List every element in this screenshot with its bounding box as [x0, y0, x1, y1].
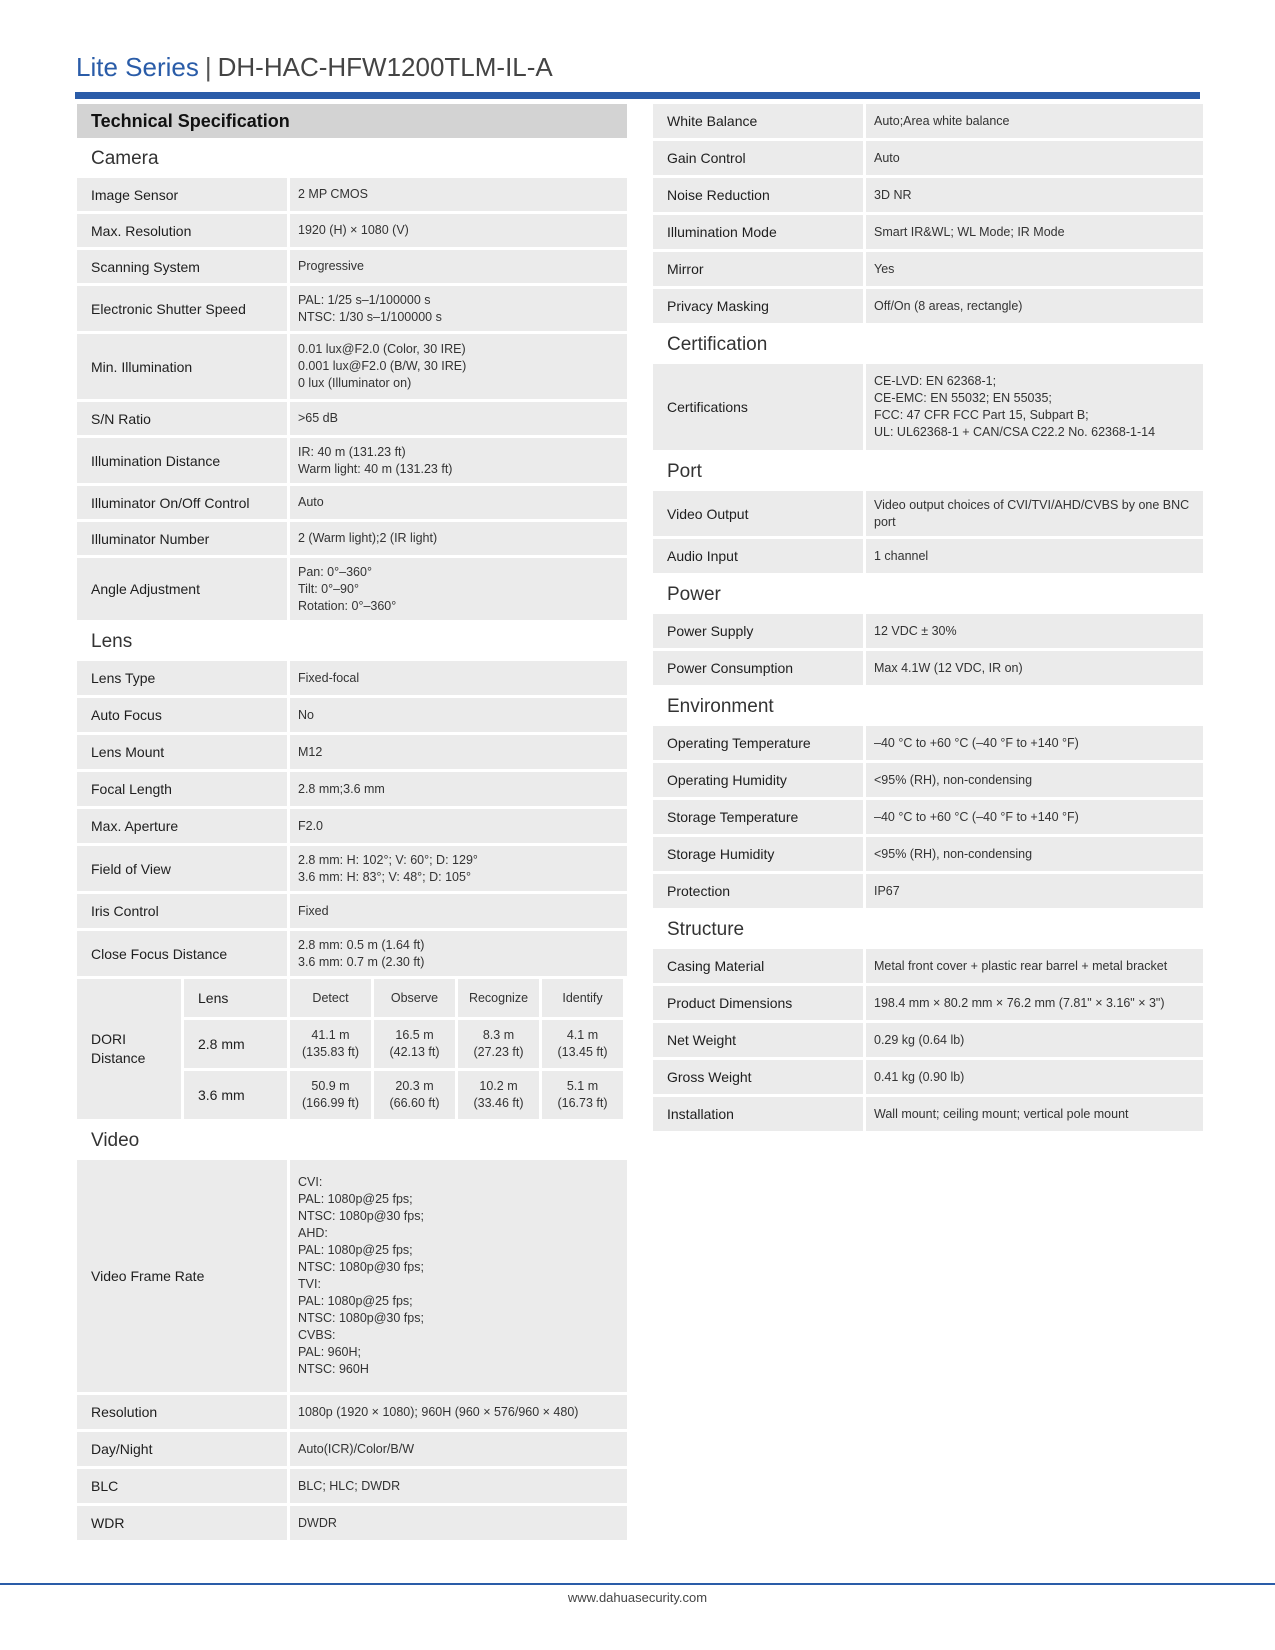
spec-row: [653, 726, 1203, 760]
spec-key: Field of View: [77, 846, 287, 891]
spec-row: [653, 800, 1203, 834]
spec-row: [653, 104, 1203, 138]
spec-key: Lens Mount: [77, 735, 287, 769]
spec-key: Illuminator Number: [77, 522, 287, 555]
spec-key: White Balance: [653, 104, 863, 138]
section-camera: Camera: [91, 148, 159, 169]
spec-value: DWDR: [290, 1506, 627, 1540]
spec-value: –40 °C to +60 °C (–40 °F to +140 °F): [866, 800, 1203, 834]
camera-table: [77, 178, 627, 620]
dori-label: DORI Distance: [77, 979, 181, 1119]
section-certification: Certification: [667, 334, 768, 355]
spec-key: Storage Humidity: [653, 837, 863, 871]
video-table: [77, 1160, 627, 1540]
spec-row: [77, 522, 627, 555]
spec-value: Metal front cover + plastic rear barrel + metal bracket: [866, 949, 1203, 983]
spec-row: [653, 763, 1203, 797]
spec-value: Max 4.1W (12 VDC, IR on): [866, 651, 1203, 685]
spec-row: [653, 614, 1203, 648]
left-column: [77, 104, 627, 1543]
dori-cell: 4.1 m (13.45 ft): [542, 1020, 623, 1068]
spec-value: >65 dB: [290, 402, 627, 435]
spec-key: Auto Focus: [77, 698, 287, 732]
spec-value: Smart IR&WL; WL Mode; IR Mode: [866, 215, 1203, 249]
spec-value: 1920 (H) × 1080 (V): [290, 214, 627, 247]
dori-distance-table: [77, 979, 627, 1119]
spec-key: Gain Control: [653, 141, 863, 175]
dori-header-observe: Observe: [374, 979, 455, 1017]
spec-key: Illumination Mode: [653, 215, 863, 249]
spec-value: 2.8 mm: H: 102°; V: 60°; D: 129° 3.6 mm: H: 83°; V: 48°; D: 105°: [290, 846, 627, 891]
spec-value: M12: [290, 735, 627, 769]
spec-row: [77, 698, 627, 732]
spec-row: [77, 486, 627, 519]
spec-value: –40 °C to +60 °C (–40 °F to +140 °F): [866, 726, 1203, 760]
spec-row: [653, 141, 1203, 175]
spec-row: [77, 1469, 627, 1503]
spec-row: [77, 214, 627, 247]
spec-value: 0.29 kg (0.64 lb): [866, 1023, 1203, 1057]
section-lens: Lens: [91, 631, 133, 652]
spec-row: [653, 215, 1203, 249]
spec-row: [653, 364, 1203, 450]
dori-lens-cell: 3.6 mm: [184, 1071, 287, 1119]
power-table: [653, 614, 1203, 685]
spec-key: Mirror: [653, 252, 863, 286]
spec-key: Operating Temperature: [653, 726, 863, 760]
spec-key: Net Weight: [653, 1023, 863, 1057]
spec-value: Off/On (8 areas, rectangle): [866, 289, 1203, 323]
spec-value: 2 (Warm light);2 (IR light): [290, 522, 627, 555]
spec-key: Power Consumption: [653, 651, 863, 685]
spec-value: Auto(ICR)/Color/B/W: [290, 1432, 627, 1466]
dori-cell: 50.9 m (166.99 ft): [290, 1071, 371, 1119]
spec-value: 198.4 mm × 80.2 mm × 76.2 mm (7.81" × 3.16" × 3"): [866, 986, 1203, 1020]
spec-row: [653, 986, 1203, 1020]
right-column: [653, 104, 1203, 1134]
spec-row: [77, 178, 627, 211]
spec-key: Angle Adjustment: [77, 558, 287, 620]
spec-key: WDR: [77, 1506, 287, 1540]
spec-value: Pan: 0°–360° Tilt: 0°–90° Rotation: 0°–360°: [290, 558, 627, 620]
spec-value: Fixed-focal: [290, 661, 627, 695]
footer-website[interactable]: www.dahuasecurity.com: [567, 1590, 708, 1605]
spec-row: [77, 558, 627, 620]
footer-rule: [0, 1583, 1275, 1585]
spec-value: Progressive: [290, 250, 627, 283]
spec-row: [77, 931, 627, 976]
spec-key: Power Supply: [653, 614, 863, 648]
spec-row: [653, 289, 1203, 323]
spec-row: [77, 1160, 627, 1392]
spec-value: 0.01 lux@F2.0 (Color, 30 IRE) 0.001 lux@F2.0 (B/W, 30 IRE) 0 lux (Illuminator on): [290, 334, 627, 399]
lens-table: [77, 661, 627, 976]
spec-row: [77, 1432, 627, 1466]
spec-row: [77, 894, 627, 928]
section-structure: Structure: [667, 919, 745, 940]
spec-row: [77, 334, 627, 399]
dori-grid: [184, 979, 627, 1119]
dori-header-lens: Lens: [184, 979, 287, 1017]
spec-value: BLC; HLC; DWDR: [290, 1469, 627, 1503]
spec-key: Iris Control: [77, 894, 287, 928]
spec-key: Max. Resolution: [77, 214, 287, 247]
spec-value: 1080p (1920 × 1080); 960H (960 × 576/960 × 480): [290, 1395, 627, 1429]
structure-table: [653, 949, 1203, 1131]
spec-row: [77, 438, 627, 483]
spec-value: Auto;Area white balance: [866, 104, 1203, 138]
spec-key: Operating Humidity: [653, 763, 863, 797]
spec-row: [77, 809, 627, 843]
spec-row: [77, 661, 627, 695]
dori-header-identify: Identify: [542, 979, 623, 1017]
spec-row: [653, 252, 1203, 286]
spec-value: IR: 40 m (131.23 ft) Warm light: 40 m (131.23 ft): [290, 438, 627, 483]
spec-key: Video Output: [653, 491, 863, 536]
spec-key: Focal Length: [77, 772, 287, 806]
spec-key: Storage Temperature: [653, 800, 863, 834]
dori-header-recognize: Recognize: [458, 979, 539, 1017]
spec-key: Installation: [653, 1097, 863, 1131]
spec-value: Video output choices of CVI/TVI/AHD/CVBS by one BNC port: [866, 491, 1203, 536]
spec-key: Scanning System: [77, 250, 287, 283]
technical-specification-title: Technical Specification: [77, 104, 627, 138]
spec-value: 1 channel: [866, 539, 1203, 573]
environment-table: [653, 726, 1203, 908]
spec-key: Resolution: [77, 1395, 287, 1429]
spec-value: Wall mount; ceiling mount; vertical pole mount: [866, 1097, 1203, 1131]
model-name: DH-HAC-HFW1200TLM-IL-A: [217, 52, 553, 82]
section-video: Video: [91, 1130, 140, 1151]
spec-key: Lens Type: [77, 661, 287, 695]
spec-value: PAL: 1/25 s–1/100000 s NTSC: 1/30 s–1/100000 s: [290, 286, 627, 331]
spec-row: [653, 1023, 1203, 1057]
spec-key: Certifications: [653, 364, 863, 450]
spec-value: 12 VDC ± 30%: [866, 614, 1203, 648]
spec-key: Illumination Distance: [77, 438, 287, 483]
spec-row: [77, 735, 627, 769]
spec-value: 3D NR: [866, 178, 1203, 212]
header-separator: |: [204, 52, 212, 82]
spec-value: 2 MP CMOS: [290, 178, 627, 211]
spec-key: Illuminator On/Off Control: [77, 486, 287, 519]
spec-row: [77, 286, 627, 331]
spec-row: [77, 846, 627, 891]
page-header: [76, 50, 553, 84]
spec-row: [77, 1506, 627, 1540]
spec-value: 2.8 mm;3.6 mm: [290, 772, 627, 806]
dori-lens-cell: 2.8 mm: [184, 1020, 287, 1068]
camera-continued-table: [653, 104, 1203, 323]
spec-row: [653, 837, 1203, 871]
spec-key: Electronic Shutter Speed: [77, 286, 287, 331]
spec-row: [653, 178, 1203, 212]
spec-value: Auto: [290, 486, 627, 519]
spec-key: Casing Material: [653, 949, 863, 983]
spec-value: CVI: PAL: 1080p@25 fps; NTSC: 1080p@30 fps; AHD: PAL: 1080p@25 fps; NTSC: 1080p@30 fps; TVI: PAL: 1080p@25 fps; NTSC: 1080p@30 fps; CVBS: PAL: 960H; NTSC: 960H: [290, 1160, 627, 1392]
spec-value: Fixed: [290, 894, 627, 928]
spec-key: Close Focus Distance: [77, 931, 287, 976]
dori-cell: 20.3 m (66.60 ft): [374, 1071, 455, 1119]
spec-value: 2.8 mm: 0.5 m (1.64 ft) 3.6 mm: 0.7 m (2.30 ft): [290, 931, 627, 976]
spec-key: Gross Weight: [653, 1060, 863, 1094]
spec-key: Product Dimensions: [653, 986, 863, 1020]
spec-row: [77, 1395, 627, 1429]
section-port: Port: [667, 461, 702, 482]
certification-table: [653, 364, 1203, 450]
spec-row: [77, 772, 627, 806]
spec-row: [653, 1060, 1203, 1094]
spec-row: [77, 402, 627, 435]
spec-value: <95% (RH), non-condensing: [866, 763, 1203, 797]
spec-value: Yes: [866, 252, 1203, 286]
spec-key: Protection: [653, 874, 863, 908]
spec-value: CE-LVD: EN 62368-1; CE-EMC: EN 55032; EN 55035; FCC: 47 CFR FCC Part 15, Subpart B; UL: UL62368-1 + CAN/CSA C22.2 No. 62368-1-14: [866, 364, 1203, 450]
spec-key: Noise Reduction: [653, 178, 863, 212]
dori-header-detect: Detect: [290, 979, 371, 1017]
spec-row: [653, 651, 1203, 685]
spec-row: [77, 250, 627, 283]
spec-value: F2.0: [290, 809, 627, 843]
dori-cell: 5.1 m (16.73 ft): [542, 1071, 623, 1119]
dori-cell: 8.3 m (27.23 ft): [458, 1020, 539, 1068]
spec-key: BLC: [77, 1469, 287, 1503]
spec-key: Max. Aperture: [77, 809, 287, 843]
spec-key: Privacy Masking: [653, 289, 863, 323]
header-rule: [75, 92, 1200, 99]
dori-cell: 10.2 m (33.46 ft): [458, 1071, 539, 1119]
spec-row: [653, 491, 1203, 536]
spec-row: [653, 874, 1203, 908]
spec-value: IP67: [866, 874, 1203, 908]
spec-value: 0.41 kg (0.90 lb): [866, 1060, 1203, 1094]
spec-key: Day/Night: [77, 1432, 287, 1466]
section-environment: Environment: [667, 696, 774, 717]
section-power: Power: [667, 584, 721, 605]
spec-row: [653, 949, 1203, 983]
spec-row: [653, 539, 1203, 573]
spec-key: Image Sensor: [77, 178, 287, 211]
spec-key: Video Frame Rate: [77, 1160, 287, 1392]
spec-value: <95% (RH), non-condensing: [866, 837, 1203, 871]
spec-value: Auto: [866, 141, 1203, 175]
port-table: [653, 491, 1203, 573]
spec-row: [653, 1097, 1203, 1131]
dori-cell: 41.1 m (135.83 ft): [290, 1020, 371, 1068]
spec-value: No: [290, 698, 627, 732]
spec-key: S/N Ratio: [77, 402, 287, 435]
series-name: Lite Series: [76, 52, 199, 82]
spec-key: Min. Illumination: [77, 334, 287, 399]
spec-key: Audio Input: [653, 539, 863, 573]
dori-cell: 16.5 m (42.13 ft): [374, 1020, 455, 1068]
